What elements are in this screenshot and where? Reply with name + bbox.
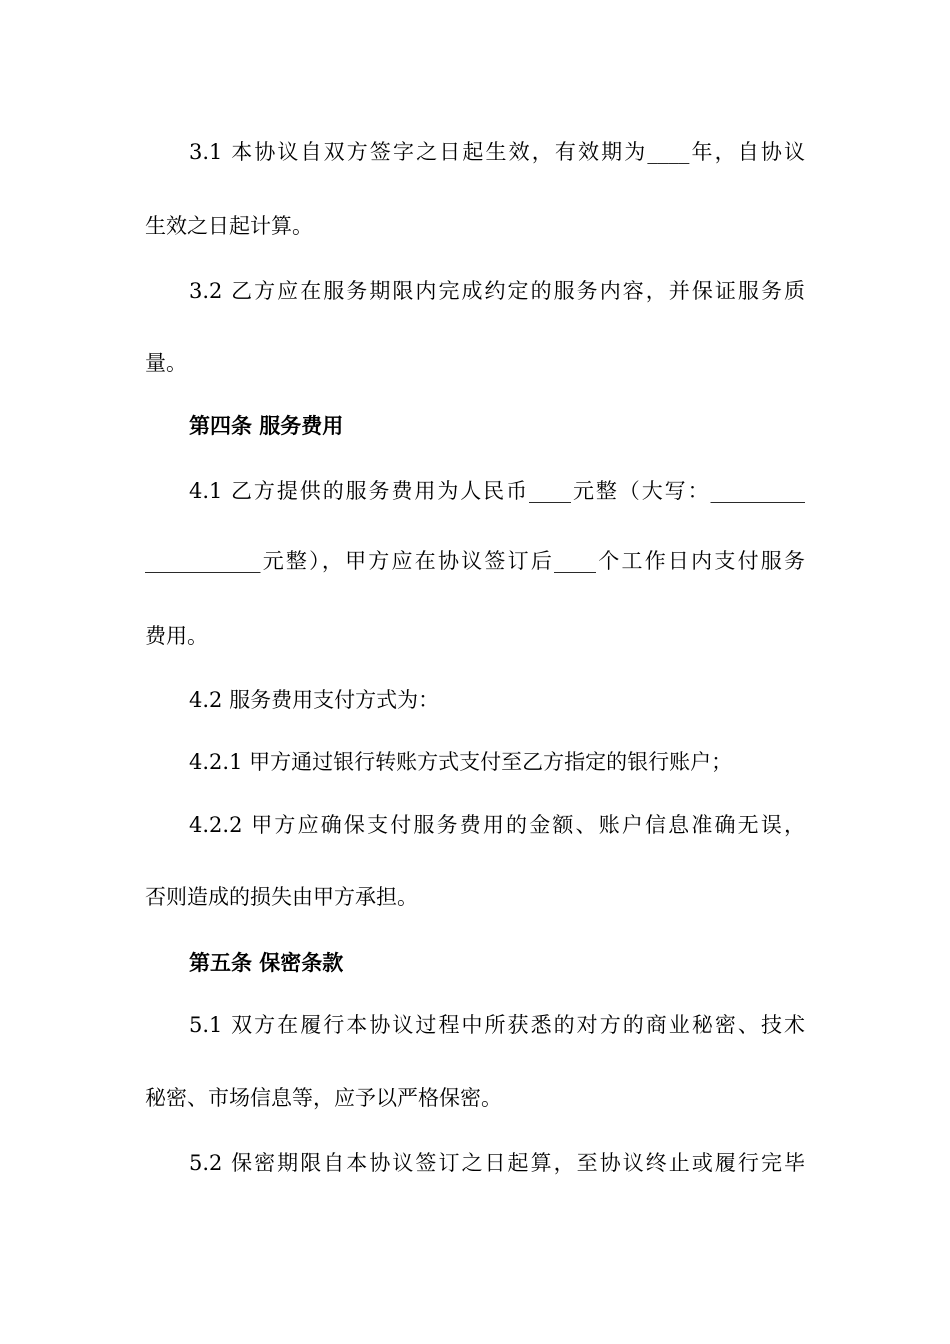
clause-3-1-line-2: 生效之日起计算。 (145, 214, 313, 238)
clause-5-1-line-2: 秘密、市场信息等，应予以严格保密。 (145, 1086, 502, 1110)
clause-4-2-1: 4.2.1 甲方通过银行转账方式支付至乙方指定的银行账户； (189, 750, 733, 774)
clause-3-2-line-2: 量。 (145, 351, 187, 375)
clause-5-1-line-1: 5.1 双方在履行本协议过程中所获悉的对方的商业秘密、技术 (189, 1013, 805, 1037)
clause-3-1-line-1: 3.1 本协议自双方签字之日起生效，有效期为____年，自协议 (189, 140, 805, 164)
clause-4-2: 4.2 服务费用支付方式为： (189, 688, 440, 712)
clause-4-2-2-line-2: 否则造成的损失由甲方承担。 (145, 885, 418, 909)
clause-4-1-line-3: 费用。 (145, 624, 208, 648)
clause-5-2-line-1: 5.2 保密期限自本协议签订之日起算，至协议终止或履行完毕 (189, 1151, 805, 1175)
clause-3-2-line-1: 3.2 乙方应在服务期限内完成约定的服务内容，并保证服务质 (189, 279, 805, 303)
clause-4-1-line-1: 4.1 乙方提供的服务费用为人民币____元整（大写：_________ (189, 479, 805, 503)
clause-4-2-2-line-1: 4.2.2 甲方应确保支付服务费用的金额、账户信息准确无误， (189, 813, 805, 837)
article-5-heading: 第五条 保密条款 (189, 950, 344, 975)
article-4-heading: 第四条 服务费用 (189, 413, 344, 438)
clause-4-1-line-2: ___________元整），甲方应在协议签订后____个工作日内支付服务 (145, 549, 805, 573)
